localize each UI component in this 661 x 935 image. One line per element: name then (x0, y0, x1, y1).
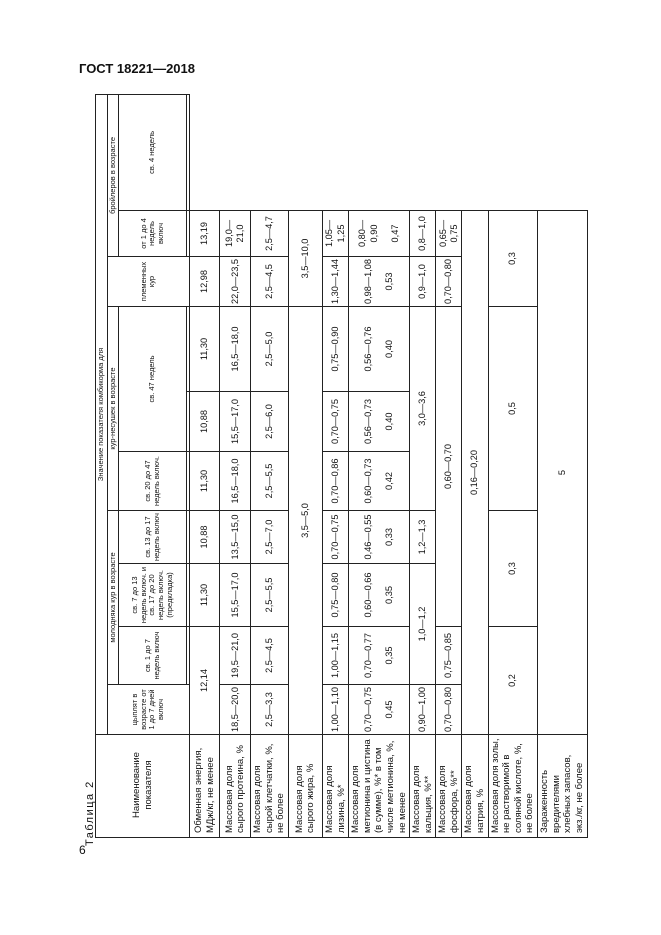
header-c1: св. 1 до 7 недель включ (119, 627, 187, 685)
header-b1: от 1 до 4 недель включ (119, 211, 187, 257)
header-c2: св. 7 до 13 недель включ. и св. 17 до 20 недель включ. (предкладка) (119, 564, 187, 627)
header-chicks: цыплят в возрасте от 1 до 7 дней включ (107, 685, 190, 735)
header-b2: св. 4 недель (119, 94, 187, 210)
table-row: Массовая доля сырого протеина, % 18,5—20,0 19,5—21,0 15,5—17,0 13,5—15,0 16,5—18,0 15,5—17,0 16,5—18,0 22,0—23,5 19,0—21,0 (220, 94, 251, 837)
header-group: Значение показателя комбикорма для (96, 94, 108, 734)
document-header: ГОСТ 18221—2018 (79, 61, 195, 76)
table-row: Массовая доля сырой клетчатки, %, не более 2,5—3,3 2,5—4,5 2,5—5,5 2,5—7,0 2,5—5,5 2,5—6,0 2,5—5,0 2,5—4,5 2,5—4,7 (251, 94, 289, 837)
col-header-name: Наименование показателя (96, 735, 190, 838)
header-breeder: племенных кур (107, 257, 190, 307)
header-broilers: бройлеров в возрасте (107, 94, 119, 256)
header-young: молодняка кур в возрасте (107, 511, 119, 685)
header-c3: св. 13 до 17 недель включ (119, 511, 187, 564)
table-row: Массовая доля метионина и цистина (в сумме), %* в том числе метионина, %, не менее 0,70—0,75 0,45 0,70—0,77 0,35 0,60—0,66 0,35 0,46—0,55 0,33 0,60—0,73 0,42 0,56—0,73 0,40 0,56—0,76 0,40 0,98—1,08 0,53 0,80—0,90 0,47 (349, 94, 410, 837)
table-row: Массовая доля лизина, %* 1,00—1,10 1,00—1,15 0,75—0,80 0,70—0,75 0,70—0,86 0,70—0,75 0,75—0,90 1,30—1,44 1,05—1,25 (322, 94, 348, 837)
table-row: Зараженность вредителями хлебных запасов, экз./кг, не более 5 (537, 94, 587, 837)
header-layers: кур-несушек в возрасте (107, 307, 119, 511)
header-c5: св. 47 недель (119, 307, 187, 452)
header-c4: св. 20 до 47 недель включ. (119, 452, 187, 511)
table-row: Массовая доля золы, не растворимой в соляной кислоте, %, не более 0,2 0,3 0,5 0,3 (488, 94, 537, 837)
table-row: Массовая доля сырого жира, % 3,5—5,0 3,5—10,0 (288, 94, 322, 837)
rotated-table-container (95, 95, 585, 838)
table-row: Обменная энергия, МДж/кг, не менее 12,14 11,30 10,88 11,30 10,88 11,30 12,98 13,19 (190, 94, 220, 837)
page-number: 6 (79, 843, 86, 857)
table-row: Массовая доля кальция, %** 0,90—1,00 1,0—1,2 1,2—1,3 3,0—3,6 0,9—1,0 0,8—1,0 (410, 94, 436, 837)
table-caption: Таблица 2 (84, 780, 96, 846)
feed-requirements-table (95, 94, 588, 838)
table-row: Массовая доля фосфора, %** 0,70—0,80 0,75—0,85 0,60—0,70 0,70—0,80 0,65—0,75 (436, 94, 462, 837)
table-row: Массовая доля натрия, % 0,16—0,20 (462, 94, 488, 837)
